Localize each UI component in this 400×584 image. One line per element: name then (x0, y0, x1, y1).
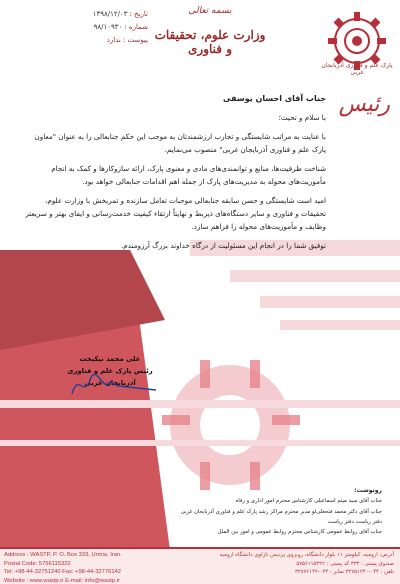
letter-body (20, 92, 326, 258)
paragraph-2: شناخت ظرفیت‌ها، منابع و توانمندی‌های مادی و معنوی پارک، ارائه سازوکارها و کمک به انجام مأموریت‌های محوله به مدیریت‌های پارک از جمله اهم اقدامات جنابعالی خواهد بود. (51, 164, 326, 186)
footer-english (4, 551, 204, 584)
paragraph-4: توفیق شما را در انجام این مسئولیت از درگاه خداوند بزرگ آرزومندم. (120, 241, 326, 250)
bismillah-text: بسمه تعالی (188, 6, 232, 16)
footer-phone-fa: تلفن : ۰۴۴-۳۲۷۵۱۲۴۰ نمابر : ۰۴۴-۳۲۷۷۶۱۴۲ (295, 569, 394, 576)
footer-address: Address : WASTP, P. O. Box 333, Urmia, Iran. (4, 552, 122, 558)
footer-postal: Postal Code: 5756115322 (4, 560, 71, 567)
ministry-name: وزارت علوم، تحقیقات و فناوری (154, 28, 266, 56)
park-name: پارک علم و فناوری آذربایجان غربی (321, 62, 393, 76)
footer-address-fa: آدرس: ارومیه، کیلومتر ۱۱ بلوار دانشگاه، روبروی پردیس نازلوی دانشگاه ارومیه (219, 552, 394, 558)
meta-date: تاریخ : ۱۳۹۸/۱۲/۰۳ (92, 10, 148, 18)
footer (0, 547, 400, 584)
greeting: با سلام و تحیت؛ (278, 113, 326, 122)
paragraph-1: با عنایت به مراتب شایستگی و تجارب ارزشمندتان به موجب این حکم جنابعالی را به عنوان "معاون پارک علم و فناوری آذربایجان غربی" منصوب می‌نمایم. (34, 132, 326, 154)
cc-recipients (82, 486, 382, 537)
president-title-calligraphy: رئیس (338, 92, 390, 117)
cc-item: دفتر ریاست دفتر ریاست (327, 518, 382, 525)
paragraph-3: امید است شایستگی و حسن سابقه جنابعالی موجبات تعامل سازنده و تمربخش با وزارت علوم، تحقیقات و فناوری و سایر دستگاه‌های ذیربط و نهایتاً ارتقاء کیفیت خدمت‌رسانی و ایفای بهتر و سریعتر وظایف و مأموریت‌های محوله را فراهم سازد. (25, 196, 326, 231)
cc-title: رونوشت: (354, 487, 382, 494)
footer-web: Website : www.wastp.ir E-mail: info@wastp.ir (4, 577, 120, 584)
footer-divider (0, 547, 400, 549)
signer-title: رئیس پارک علم و فناوری آذربایجان غربی (67, 367, 153, 387)
meta-number: شماره : ۹۸/۱۰۹۳۰ (93, 23, 148, 31)
footer-postal-fa: صندوق پستی : ۳۳۳ کد پستی : ۵۷۵۶۱۱۵۳۲۲ (296, 560, 394, 567)
addressee: جناب آقای احسان یوسفی (223, 94, 326, 103)
letter-meta (8, 8, 148, 47)
signer-name: علی محمد نیکبخت (79, 355, 141, 363)
footer-phone: Tel: +98-44-32751240 Fax: +98-44-32776142 (4, 569, 121, 576)
cc-item: جناب آقای دکتر محمد فتحعلی‌لو مدیر محترم مراکز رشد پارک علم و فناوری آذربایجان غربی (180, 508, 382, 515)
footer-persian (194, 551, 394, 577)
meta-attachment: پیوست : ندارد (106, 36, 148, 44)
handwritten-signature (58, 364, 178, 404)
cc-item: جناب آقای سید میثم اسماعیلی کارشناس محترم امور اداری و رفاه (235, 498, 382, 505)
letterhead-center (150, 6, 270, 56)
cc-item: جناب آقای روابط عمومی کارشناس محترم روابط عمومی و امور بین الملل (217, 529, 382, 536)
